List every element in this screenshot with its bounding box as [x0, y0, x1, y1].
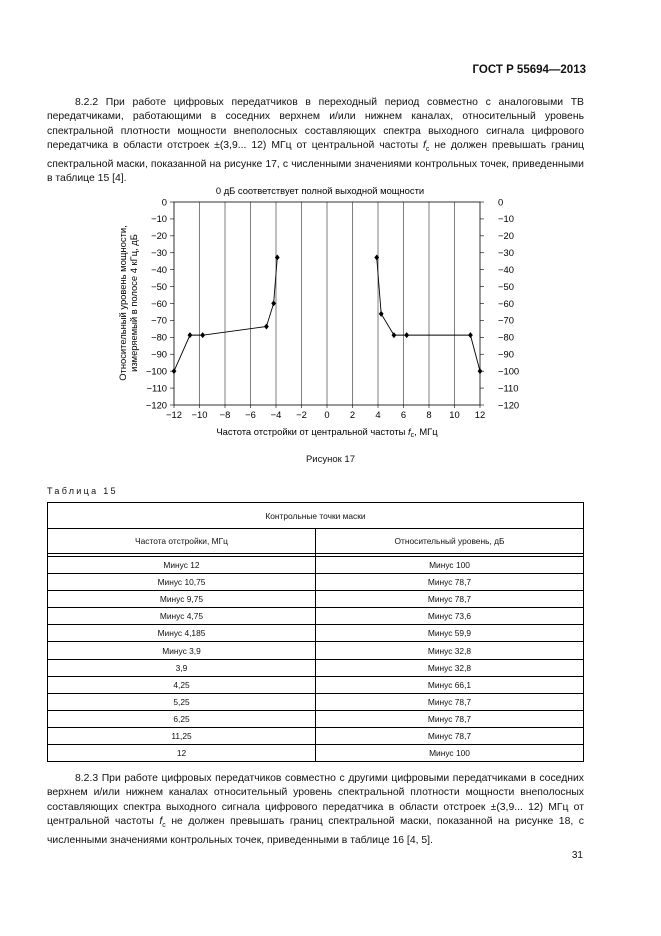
y-tick-label-right: −100 [498, 365, 520, 377]
table-cell-frequency: 5,25 [48, 693, 316, 710]
table-cell-level: Минус 78,7 [316, 693, 584, 710]
table-row [48, 557, 584, 574]
y-tick-label-right: −70 [498, 314, 514, 326]
x-tick-label: 6 [400, 409, 407, 420]
table-col-header-frequency: Частота отстройки, МГц [48, 529, 316, 554]
y-tick-label-left: 0 [161, 196, 167, 208]
data-point-marker [271, 300, 276, 306]
y-tick-label-left: −80 [151, 331, 167, 343]
table-caption: Таблица 15 [47, 486, 118, 496]
x-tick-label: 12 [474, 409, 486, 420]
table-cell-frequency: Минус 3,9 [48, 642, 316, 659]
table-cell-frequency: Минус 12 [48, 557, 316, 574]
table-cell-level: Минус 59,9 [316, 625, 584, 642]
table-row [48, 745, 584, 762]
y-tick-label-right: −20 [498, 230, 514, 242]
x-axis-label-unit: , МГц [414, 426, 438, 437]
x-tick-label: −6 [245, 409, 256, 420]
page-number: 31 [571, 850, 583, 861]
y-tick-label-left: −90 [151, 348, 167, 360]
table-cell-frequency: Минус 4,185 [48, 625, 316, 642]
y-axis-label-line2: измеряемый в полосе 4 кГц, дБ [128, 234, 139, 372]
y-tick-label-right: −40 [498, 263, 514, 275]
paragraph-text: не должен превышать границ спектральной маски, показанной на рисунке 17, с численными значениями контрольных точек, приведенными в таблице 15 [4]. [47, 140, 584, 185]
frequency-subscript: с [162, 822, 166, 830]
table-row [48, 591, 584, 608]
data-point-marker [172, 368, 177, 374]
table-cell-level: Минус 32,8 [316, 642, 584, 659]
y-tick-label-left: −50 [151, 280, 167, 292]
y-tick-label-left: −30 [151, 247, 167, 259]
table-cell-level: Минус 100 [316, 745, 584, 762]
table-row [48, 625, 584, 642]
x-tick-label: −8 [219, 409, 231, 420]
chart-svg [110, 183, 530, 445]
x-tick-label: −2 [296, 409, 307, 420]
y-tick-label-left: −20 [151, 230, 167, 242]
series-line-upper [377, 257, 480, 371]
table-group-header: Контрольные точки маски [48, 503, 584, 529]
x-axis-label-main: Частота отстройки от центральной частоты [216, 426, 406, 437]
x-tick-label: 2 [349, 409, 356, 420]
series-line-lower [174, 257, 277, 371]
table-cell-level: Минус 32,8 [316, 659, 584, 676]
x-axis-label [216, 426, 438, 439]
x-tick-label: −4 [270, 409, 282, 420]
control-points-table [47, 502, 584, 762]
y-axis-label-line1: Относительный уровень мощности, [117, 225, 128, 381]
paragraph-text: 8.2.3 При работе цифровых передатчиков совместно с другими цифровыми передатчиками в соседних верхнем и/или нижнем каналах относительный уровень спектральной плотности мощности внеполосных составляющих спектра выходного сигнала цифрового передатчика в области отстроек ±(3,9... 12) МГц от центральной частоты [47, 773, 584, 828]
table-row [48, 659, 584, 676]
table-cell-level: Минус 73,6 [316, 608, 584, 625]
table-cell-frequency: Минус 4,75 [48, 608, 316, 625]
table-row [48, 727, 584, 744]
data-point-marker [275, 254, 280, 260]
paragraph-8-2-3 [47, 772, 584, 848]
data-point-marker [374, 254, 379, 260]
y-tick-label-left: −110 [146, 382, 167, 394]
chart-title: 0 дБ соответствует полной выходной мощности [215, 185, 425, 196]
table-row [48, 693, 584, 710]
frequency-symbol: f [159, 816, 163, 828]
paragraph-text: не должен превышать границ спектральной маски, показанной на рисунке 18, с численными значениями контрольных точек, приведенными в таблице 16 [4, 5]. [47, 816, 584, 846]
grid [170, 202, 484, 408]
table-row [48, 676, 584, 693]
y-tick-label-right: −80 [498, 331, 514, 343]
y-tick-label-left: −100 [145, 365, 167, 377]
table-cell-frequency: 12 [48, 745, 316, 762]
table-cell-frequency: 3,9 [48, 659, 316, 676]
data-point-marker [200, 332, 205, 338]
table-cell-frequency: 4,25 [48, 676, 316, 693]
standard-header: ГОСТ Р 55694—2013 [472, 64, 586, 76]
y-tick-label-right: −110 [498, 382, 519, 394]
frequency-subscript: c [425, 146, 430, 154]
table-cell-level: Минус 66,1 [316, 676, 584, 693]
y-tick-label-right: 0 [498, 196, 504, 208]
spectral-mask-chart [110, 183, 530, 450]
paragraph-text: 8.2.2 При работе цифровых передатчиков в переходный период совместно с аналоговыми ТВ передатчиками, работающими в соседних верхнем и/или нижнем каналах, относительный уровень спектральной плотности мощности внеполосных составляющих спектра выходного сигнала цифрового передатчика в области отстроек ±(3,9... 12) МГц от центральной частоты [47, 97, 584, 152]
frequency-symbol: f [423, 140, 426, 152]
table-cell-frequency: 11,25 [48, 727, 316, 744]
y-tick-label-right: −120 [498, 399, 520, 411]
paragraph-8-2-2 [47, 96, 584, 187]
y-tick-label-right: −90 [498, 348, 514, 360]
table-row [48, 642, 584, 659]
y-tick-label-right: −30 [498, 247, 514, 259]
x-tick-label: 4 [375, 409, 381, 420]
x-tick-label: 0 [324, 409, 330, 420]
y-tick-label-right: −50 [498, 280, 514, 292]
y-tick-label-left: −40 [151, 263, 167, 275]
data-point-marker [404, 332, 409, 338]
table-body [48, 557, 584, 762]
table-cell-frequency: Минус 9,75 [48, 591, 316, 608]
table-cell-frequency: 6,25 [48, 710, 316, 727]
table-cell-level: Минус 78,7 [316, 574, 584, 591]
data-point-marker [264, 324, 269, 330]
y-tick-label-left: −60 [151, 297, 167, 309]
table-cell-level: Минус 100 [316, 557, 584, 574]
y-tick-label-right: −10 [498, 213, 514, 225]
table-row [48, 574, 584, 591]
table-cell-level: Минус 78,7 [316, 710, 584, 727]
table-row [48, 710, 584, 727]
table-cell-level: Минус 78,7 [316, 591, 584, 608]
table-col-header-level: Относительный уровень, дБ [316, 529, 584, 554]
table-row [48, 608, 584, 625]
x-tick-label: −10 [191, 409, 208, 420]
data-point-marker [478, 368, 483, 374]
data-point-marker [468, 332, 473, 338]
x-tick-label: −12 [166, 409, 182, 420]
x-axis-label-subscript: с [410, 432, 415, 439]
figure-caption: Рисунок 17 [305, 454, 356, 465]
x-tick-label: 10 [449, 409, 460, 420]
table-cell-frequency: Минус 10,75 [48, 574, 316, 591]
y-tick-label-left: −120 [145, 399, 167, 411]
tick-labels [146, 196, 519, 420]
x-tick-label: 8 [426, 409, 432, 420]
y-tick-label-left: −10 [151, 213, 167, 225]
data-point-marker [188, 332, 193, 338]
table-cell-level: Минус 78,7 [316, 727, 584, 744]
y-tick-label-left: −70 [151, 314, 167, 326]
y-tick-label-right: −60 [498, 297, 514, 309]
x-axis-label-symbol: f [408, 426, 411, 437]
